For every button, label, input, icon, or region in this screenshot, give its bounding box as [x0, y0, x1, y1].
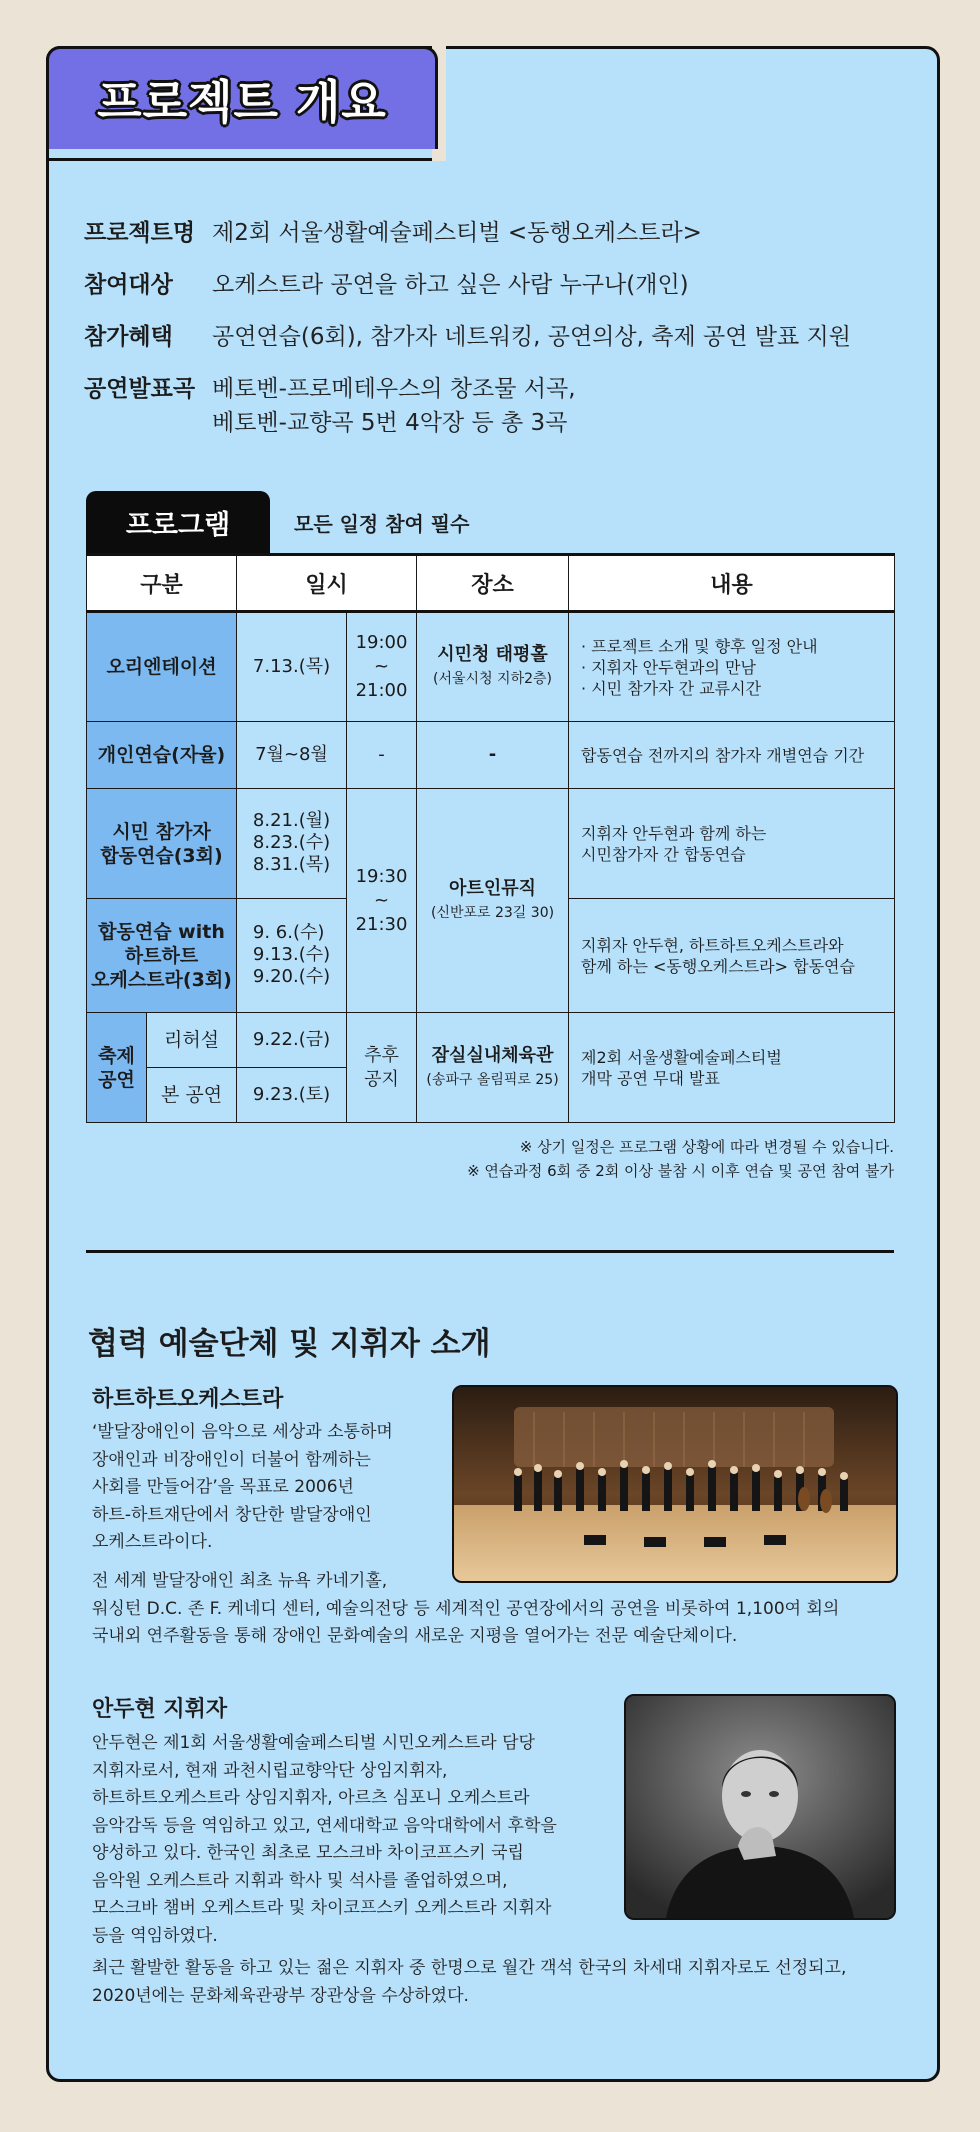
project-info — [84, 216, 904, 458]
schedule-table — [86, 553, 895, 1123]
place-address: (송파구 올림픽로 25) — [426, 1071, 559, 1088]
category-cell: 오리엔테이션 — [87, 612, 237, 722]
info-value: 제2회 서울생활예술페스티벌 <동행오케스트라> — [212, 220, 702, 246]
header-content: 내용 — [569, 555, 895, 612]
header-datetime: 일시 — [237, 555, 417, 612]
table-header-row — [87, 555, 895, 612]
section-divider — [86, 1250, 894, 1253]
conductor-photo — [624, 1694, 896, 1920]
time-cell: 추후 공지 — [347, 1013, 417, 1123]
footnote: ※ 상기 일정은 프로그램 상황에 따라 변경될 수 있습니다. — [519, 1138, 894, 1156]
conductor-photo-image — [626, 1696, 894, 1918]
date-cell — [237, 789, 347, 899]
place-address: (신반포로 23길 30) — [430, 904, 555, 921]
subcategory-cell: 리허설 — [147, 1013, 237, 1068]
info-row-repertoire — [84, 372, 904, 440]
date-cell: 7월~8월 — [237, 722, 347, 789]
org-heading: 안두현 지휘자 — [92, 1697, 228, 1722]
table-row — [87, 612, 895, 722]
place-cell — [417, 1013, 569, 1123]
orchestra-photo-image — [454, 1387, 896, 1581]
table-row — [87, 789, 895, 899]
info-value: 오케스트라 공연을 하고 싶은 사람 누구나(개인) — [212, 272, 689, 298]
info-value: 공연연습(6회), 참가자 네트워킹, 공연의상, 축제 공연 발표 지원 — [212, 324, 851, 350]
date-cell: 9.23.(토) — [237, 1068, 347, 1123]
org-description: 전 세계 발달장애인 최초 뉴욕 카네기홀, 워싱턴 D.C. 존 F. 케네디 센터, 예술의전당 등 세계적인 공연장에서의 공연을 비롯하여 1,100여 회의 국내외 연주활동을 통해 장애인 문화예술의 새로운 지평을 열어가는 전문 예술단체이다. — [92, 1571, 840, 1646]
time-end: 21:30 — [355, 913, 408, 935]
info-value: 베토벤-프로메테우스의 창조물 서곡, 베토벤-교향곡 5번 4악장 등 총 3곡 — [212, 376, 576, 436]
conductor-description: 안두현은 제1회 서울생활예술페스티벌 시민오케스트라 담당 지휘자로서, 현재 과천시립교향악단 상임지휘자, 하트하트오케스트라 상임지휘자, 아르츠 심포니 오케스트라 음악감독 등을 역임하고 있고, 연세대학교 음악대학에서 후학을 양성하고 있다. 한국인 최초로 모스크바 차이코프스키 국립 음악원 오케스트라 지휘과 학사 및 석사를 졸업하였으며, 모스크바 챔버 오케스트라 및 차이코프스키 오케스트라 지휘자 등을 역임하였다. — [92, 1733, 557, 1946]
time-sep: ~ — [373, 656, 390, 677]
content-cell: 제2회 서울생활예술페스티벌 개막 공연 무대 발표 — [569, 1013, 895, 1123]
info-label: 공연발표곡 — [84, 376, 196, 402]
place-cell — [417, 612, 569, 722]
category-cell: 시민 참가자 합동연습(3회) — [87, 789, 237, 899]
place-name: 아트인뮤직 — [449, 877, 536, 899]
category-cell: 개인연습(자율) — [87, 722, 237, 789]
tab-divider — [46, 158, 432, 161]
info-label: 참가혜택 — [84, 324, 173, 350]
table-row — [87, 722, 895, 789]
header-category: 구분 — [87, 555, 237, 612]
org-description: ‘발달장애인이 음악으로 세상과 소통하며 장애인과 비장애인이 더불어 함께하는 사회를 만들어감’을 목표로 2006년 하트-하트재단에서 창단한 발달장애인 오케스트라이다. — [92, 1422, 393, 1552]
content-cell: 지휘자 안두현과 함께 하는 시민참가자 간 합동연습 — [569, 789, 895, 899]
info-row-benefits — [84, 320, 904, 354]
content-bullet: · 시민 참가자 간 교류시간 — [581, 678, 762, 698]
time-start: 19:30 — [355, 865, 408, 887]
orchestra-photo — [452, 1385, 898, 1583]
content-bullet: · 지휘자 안두현과의 만남 — [581, 657, 756, 677]
program-tab: 프로그램 — [86, 491, 270, 553]
org-heading: 하트하트오케스트라 — [92, 1387, 284, 1412]
date-cell — [237, 899, 347, 1013]
time-sep: ~ — [373, 889, 390, 911]
content-cell: 지휘자 안두현, 하트하트오케스트라와 함께 하는 <동행오케스트라> 합동연습 — [569, 899, 895, 1013]
time-start: 19:00 — [355, 632, 408, 653]
date-cell: 7.13.(목) — [237, 612, 347, 722]
place-cell — [417, 789, 569, 1013]
time-cell — [347, 612, 417, 722]
header-place: 장소 — [417, 555, 569, 612]
content-cell: 합동연습 전까지의 참가자 개별연습 기간 — [569, 722, 895, 789]
info-label: 프로젝트명 — [84, 220, 196, 246]
date-cell: 9.22.(금) — [237, 1013, 347, 1068]
category-cell: 합동연습 with 하트하트 오케스트라(3회) — [87, 899, 237, 1013]
time-cell: - — [347, 722, 417, 789]
place-cell: - — [417, 722, 569, 789]
category-cell: 축제 공연 — [87, 1013, 147, 1123]
place-name: 시민청 태평홀 — [437, 644, 548, 665]
content-cell — [569, 612, 895, 722]
place-name: 잠실실내체육관 — [431, 1044, 554, 1066]
footnote: ※ 연습과정 6회 중 2회 이상 불참 시 이후 연습 및 공연 참여 불가 — [467, 1162, 894, 1180]
conductor-description: 최근 활발한 활동을 하고 있는 젊은 지휘자 중 한명으로 월간 객석 한국의 차세대 지휘자로도 선정되고, 2020년에는 문화체육관광부 장관상을 수상하였다. — [92, 1958, 847, 2006]
info-label: 참여대상 — [84, 272, 173, 298]
place-address: (서울시청 지하2층) — [433, 671, 552, 687]
partners-title: 협력 예술단체 및 지휘자 소개 — [88, 1326, 491, 1362]
time-cell — [347, 789, 417, 1013]
date-list: 9. 6.(수) 9.13.(수) 9.20.(수) — [252, 922, 331, 987]
info-row-target — [84, 268, 904, 302]
time-end: 21:00 — [355, 680, 408, 701]
subcategory-cell: 본 공연 — [147, 1068, 237, 1123]
date-list: 8.21.(월) 8.23.(수) 8.31.(목) — [252, 810, 331, 875]
info-row-name — [84, 216, 904, 250]
content-bullet: · 프로젝트 소개 및 향후 일정 안내 — [581, 636, 818, 656]
program-note: 모든 일정 참여 필수 — [294, 512, 470, 536]
section-title-tab — [46, 46, 438, 149]
page-title: 프로젝트 개요 — [97, 75, 387, 129]
table-row — [87, 1013, 895, 1068]
